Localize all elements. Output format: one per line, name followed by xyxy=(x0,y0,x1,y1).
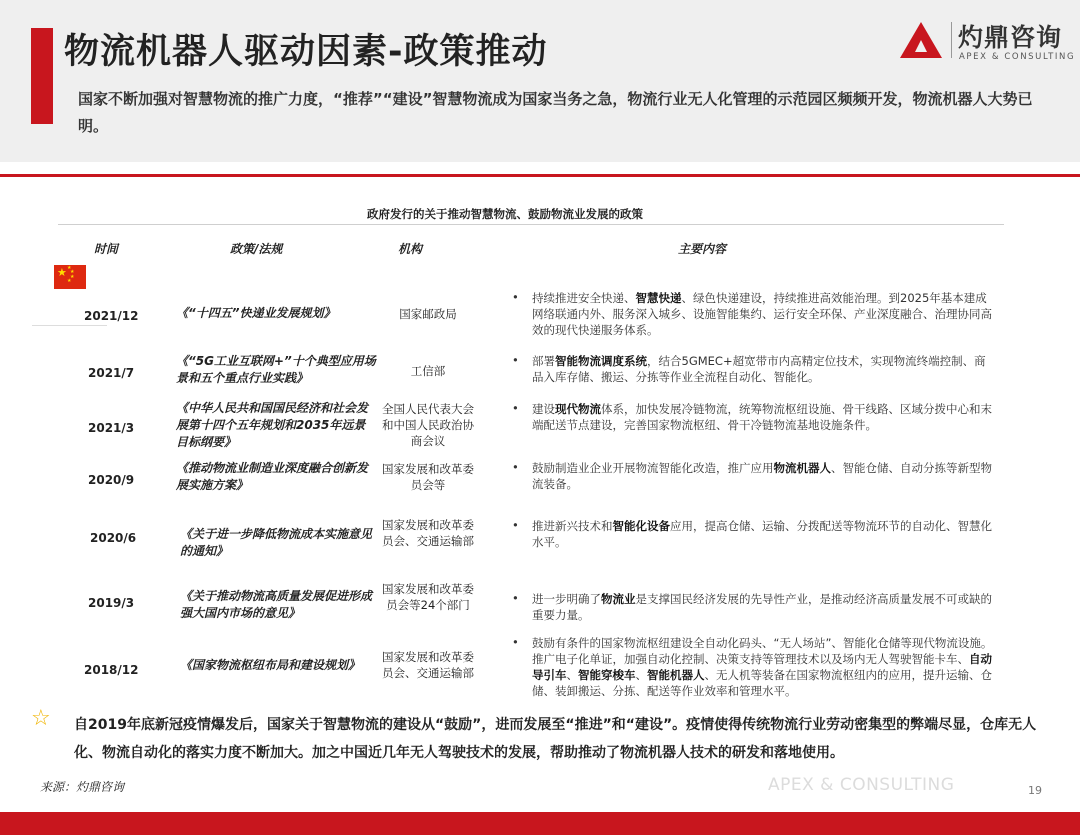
column-header-org: 机构 xyxy=(398,242,423,256)
emphasis-text: 智能机器人 xyxy=(647,668,705,682)
row-content: 鼓励有条件的国家物流枢纽建设全自动化码头、“无人场站”、智能化仓储等现代物流设施。推广电子化单证，加强自动化控制、决策支持等管理技术以及场内无人驾驶智能卡车、自动导引车、智能穿梭车、智能机器人、无人机等装备在国家物流枢纽内的应用，提升运输、仓储、装卸搬运、分拣、配送等作业效率和管理水平。 xyxy=(532,636,993,698)
logo-english-name: APEX & CONSULTING xyxy=(959,52,1076,62)
row-date: 2021/3 xyxy=(88,421,135,435)
column-header-policy: 政策/法规 xyxy=(230,242,283,256)
emphasis-text: 智能穿梭车 xyxy=(578,668,636,682)
emphasis-text: 自动导引车 xyxy=(532,652,992,682)
row-bullet: • xyxy=(512,290,519,304)
column-header-content: 主要内容 xyxy=(678,242,727,256)
page-number: 19 xyxy=(1028,784,1042,797)
page-subtitle: 国家不断加强对智慧物流的推广力度，“推荐”“建设”智慧物流成为国家当务之急，物流行业无人化管理的示范园区频频开发，物流机器人大势已明。 xyxy=(78,90,1033,135)
row-content: 推进新兴技术和智能化设备应用，提高仓储、运输、分拨配送等物流环节的自动化、智慧化水平。 xyxy=(532,519,992,549)
row-date: 2021/7 xyxy=(88,366,135,380)
row-policy: 《推动物流业制造业深度融合创新发展实施方案》 xyxy=(176,461,369,492)
row-bullet: • xyxy=(512,460,519,474)
row-policy: 《中华人民共和国国民经济和社会发展第十四个五年规划和2035年远景目标纲要》 xyxy=(176,401,369,449)
table-title-rule xyxy=(58,224,1004,225)
header-divider xyxy=(0,174,1080,177)
row-content: 部署智能物流调度系统，结合5GMEC+超宽带市内高精定位技术，实现物流终端控制、商品入库存储、搬运、分拣等作业全流程自动化、智能化。 xyxy=(532,354,986,384)
row-org: 全国人民代表大会和中国人民政治协商会议 xyxy=(382,402,474,448)
row-bullet: • xyxy=(512,635,519,649)
row-date: 2020/6 xyxy=(90,531,137,545)
row-bullet: • xyxy=(512,353,519,367)
row-content: 鼓励制造业企业开展物流智能化改造，推广应用物流机器人、智能仓储、自动分拣等新型物流装备。 xyxy=(532,461,992,491)
star-icon: ☆ xyxy=(31,706,51,731)
row-date: 2019/3 xyxy=(88,596,135,610)
row-bullet: • xyxy=(512,518,519,532)
brand-logo xyxy=(898,18,1076,64)
title-accent-bar xyxy=(31,28,53,124)
row-policy: 《“5G工业互联网+”十个典型应用场景和五个重点行业实践》 xyxy=(176,354,376,385)
row-org: 国家发展和改革委员会等24个部门 xyxy=(382,582,474,612)
row-policy: 《关于推动物流高质量发展促进形成强大国内市场的意见》 xyxy=(180,589,373,620)
china-flag-icon: ★ ★ ★ ★ ★ xyxy=(54,265,86,289)
row-policy: 《“十四五”快递业发展规划》 xyxy=(176,306,336,320)
column-header-time: 时间 xyxy=(94,242,119,256)
row-bullet: • xyxy=(512,591,519,605)
row-content: 进一步明确了物流业是支撑国民经济发展的先导性产业，是推动经济高质量发展不可或缺的重要力量。 xyxy=(532,592,992,622)
conclusion-text: 自2019年底新冠疫情爆发后，国家关于智慧物流的建设从“鼓励”，进而发展至“推进”和“建设”。疫情使得传统物流行业劳动密集型的弊端尽显，仓库无人化、物流自动化的落实力度不断加大。加之中国近几年无人驾驶技术的发展，帮助推动了物流机器人技术的研发和落地使用。 xyxy=(74,717,1037,761)
row-org: 工信部 xyxy=(410,364,446,378)
row-policy: 《国家物流枢纽布局和建设规划》 xyxy=(180,658,361,672)
row-divider xyxy=(32,325,107,326)
emphasis-text: 智慧快递 xyxy=(635,291,682,305)
row-org: 国家发展和改革委员会、交通运输部 xyxy=(382,650,474,680)
emphasis-text: 智能化设备 xyxy=(612,519,670,533)
row-content: 建设现代物流体系，加快发展冷链物流，统筹物流枢纽设施、骨干线路、区域分拨中心和末端配送节点建设，完善国家物流枢纽、骨干冷链物流基地设施条件。 xyxy=(532,402,992,432)
watermark: APEX & CONSULTING xyxy=(768,775,955,795)
row-org: 国家发展和改革委员会、交通运输部 xyxy=(382,518,474,548)
row-policy: 《关于进一步降低物流成本实施意见的通知》 xyxy=(180,527,373,558)
row-bullet: • xyxy=(512,401,519,415)
row-date: 2021/12 xyxy=(84,309,139,323)
footer-bar xyxy=(0,812,1080,835)
logo-name: 灼鼎咨询 xyxy=(958,23,1063,52)
emphasis-text: 物流机器人 xyxy=(773,461,831,475)
emphasis-text: 智能物流调度系统 xyxy=(555,354,647,368)
row-date: 2020/9 xyxy=(88,473,135,487)
table-title: 政府发行的关于推动智慧物流、鼓励物流业发展的政策 xyxy=(367,207,643,221)
logo-divider xyxy=(951,22,952,58)
emphasis-text: 现代物流 xyxy=(555,402,601,416)
emphasis-text: 物流业 xyxy=(601,592,636,606)
row-date: 2018/12 xyxy=(84,663,139,677)
row-content: 持续推进安全快递、智慧快递、绿色快递建设，持续推进高效能治理。到2025年基本建成网络联通内外、服务深入城乡、设施智能集约、运行安全环保、产业深度融合、治理协同高效的现代快递服务体系。 xyxy=(532,291,992,337)
row-org: 国家发展和改革委员会等 xyxy=(382,462,474,492)
row-org: 国家邮政局 xyxy=(399,307,457,321)
header-band xyxy=(0,0,1080,162)
source-note: 来源：灼鼎咨询 xyxy=(40,780,125,794)
triangle-logo-inner xyxy=(915,40,927,52)
page-title: 物流机器人驱动因素-政策推动 xyxy=(64,32,548,72)
